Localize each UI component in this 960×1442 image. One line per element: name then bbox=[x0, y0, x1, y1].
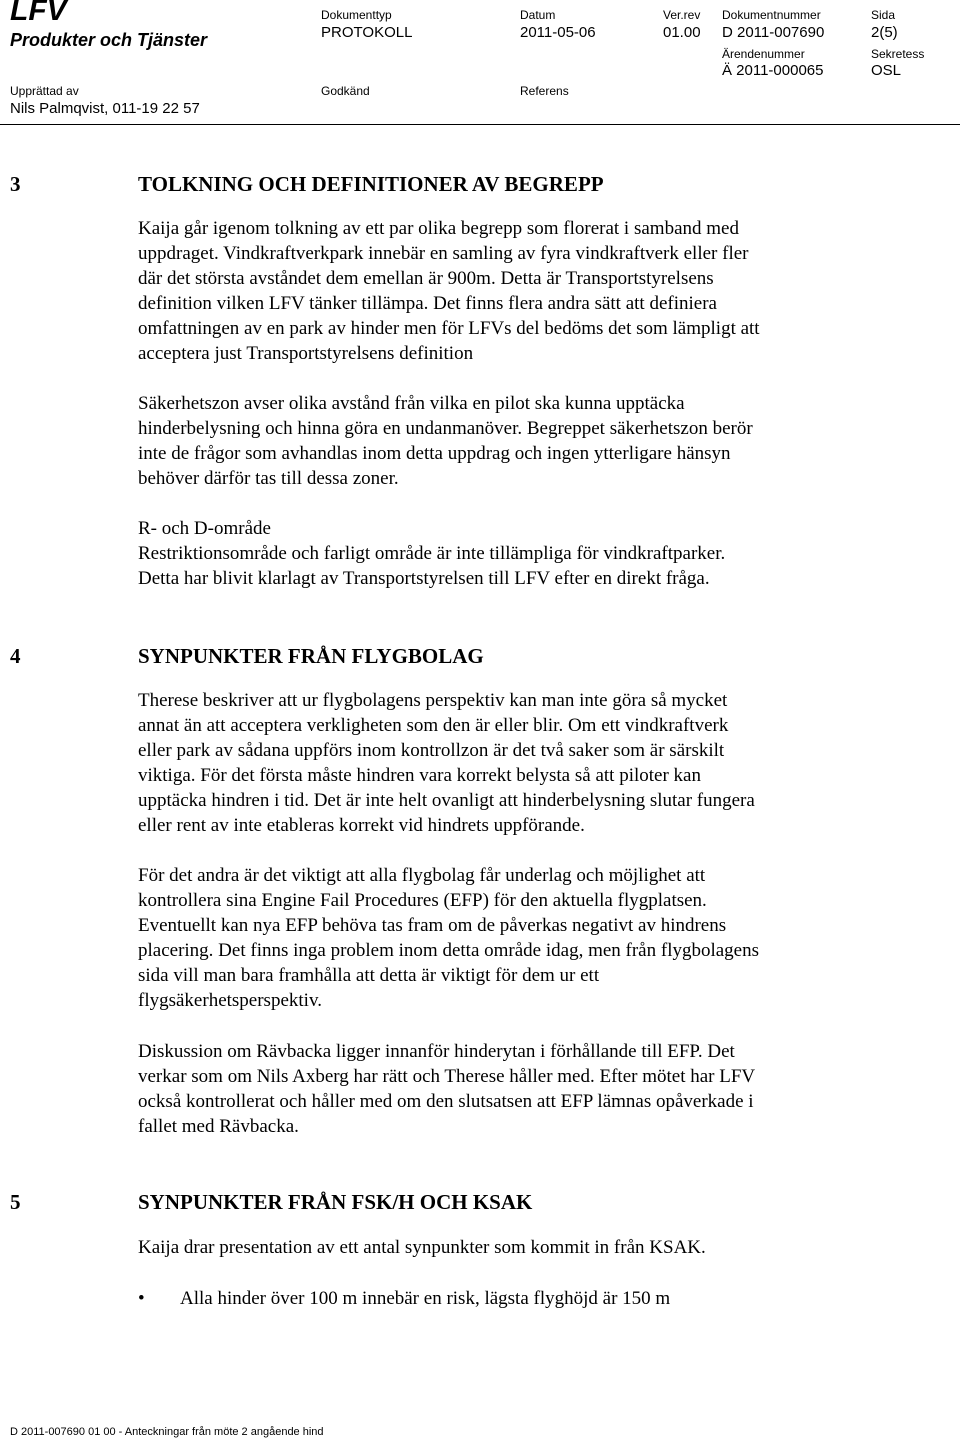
header-rule bbox=[0, 124, 960, 125]
case-label: Ärendenummer bbox=[722, 47, 805, 61]
date-label: Datum bbox=[520, 8, 556, 22]
text-line: hinderbelysning och hinna göra en undanmanöver. Begreppet säkerhetszon berör bbox=[138, 418, 753, 439]
paragraph bbox=[138, 391, 938, 491]
text-line: också kontrollerat och håller med om den slutsatsen att EFP lämnas opåverkade i bbox=[138, 1091, 754, 1112]
section-number: 4 bbox=[10, 644, 21, 668]
paragraph bbox=[138, 216, 938, 366]
text-line: Eventuellt kan nya EFP behöva tas fram om de påverkas negativt av hindrens bbox=[138, 915, 727, 936]
text-line: verkar som om Nils Axberg har rätt och Therese håller med. Efter mötet har LFV bbox=[138, 1066, 756, 1087]
text-line: omfattningen av en park av hinder men för LFVs del bedöms det som lämpligt att bbox=[138, 318, 760, 339]
text-line: upptäcka hindren i tid. Det är inte helt ovanligt att hinderbelysning slutar fungera bbox=[138, 790, 755, 811]
text-line: eller rent av inte etableras korrekt vid hindrets uppförande. bbox=[138, 815, 585, 836]
case-value: Ä 2011-000065 bbox=[722, 62, 824, 79]
doctype-label: Dokumenttyp bbox=[321, 8, 392, 22]
text-line: Kaija går igenom tolkning av ett par olika begrepp som florerat i samband med bbox=[138, 218, 739, 239]
page-value: 2(5) bbox=[871, 24, 898, 41]
text-line: R- och D-område bbox=[138, 518, 271, 539]
text-line: sida vill man bara framhålla att detta är viktigt för dem ur ett bbox=[138, 965, 600, 986]
rev-value: 01.00 bbox=[663, 24, 701, 41]
author-value: Nils Palmqvist, 011-19 22 57 bbox=[10, 100, 200, 117]
text-line: placering. Det finns inga problem inom detta område idag, men från flygbolagens bbox=[138, 940, 760, 961]
docnum-label: Dokumentnummer bbox=[722, 8, 821, 22]
docnum-value: D 2011-007690 bbox=[722, 24, 825, 41]
paragraph bbox=[138, 688, 938, 838]
author-label: Upprättad av bbox=[10, 84, 79, 98]
text-line: Kaija drar presentation av ett antal synpunkter som kommit in från KSAK. bbox=[138, 1237, 706, 1258]
text-line: Detta har blivit klarlagt av Transportstyrelsen till LFV efter en direkt fråga. bbox=[138, 568, 710, 589]
section-title: SYNPUNKTER FRÅN FSK/H OCH KSAK bbox=[138, 1190, 533, 1214]
page-footer: D 2011-007690 01 00 - Anteckningar från möte 2 angående hind bbox=[10, 1426, 324, 1438]
section-number: 3 bbox=[10, 172, 21, 196]
text-line: där det största avståndet dem emellan är 900m. Detta är Transportstyrelsens bbox=[138, 268, 714, 289]
reference-label: Referens bbox=[520, 84, 569, 98]
lfv-logo: LFV bbox=[10, 0, 67, 27]
approved-label: Godkänd bbox=[321, 84, 370, 98]
doctype-value: PROTOKOLL bbox=[321, 24, 413, 41]
text-line: viktiga. För det första måste hindren vara korrekt belysta så att piloter kan bbox=[138, 765, 701, 786]
text-line: kontrollera sina Engine Fail Procedures (EFP) för den aktuella flygplatsen. bbox=[138, 890, 707, 911]
text-line: inte de frågor som avhandlas inom detta uppdrag och ingen ytterligare hänsyn bbox=[138, 443, 731, 464]
paragraph bbox=[138, 1235, 938, 1260]
text-line: Diskussion om Rävbacka ligger innanför hinderytan i förhållande till EFP. Det bbox=[138, 1041, 735, 1062]
text-line: Säkerhetszon avser olika avstånd från vilka en pilot ska kunna upptäcka bbox=[138, 393, 685, 414]
secrecy-label: Sekretess bbox=[871, 47, 925, 61]
secrecy-value: OSL bbox=[871, 62, 902, 79]
text-line: För det andra är det viktigt att alla flygbolag får underlag och möjlighet att bbox=[138, 865, 706, 886]
paragraph bbox=[138, 516, 938, 591]
section-title: TOLKNING OCH DEFINITIONER AV BEGREPP bbox=[138, 172, 604, 196]
text-line: flygsäkerhetsperspektiv. bbox=[138, 990, 322, 1011]
text-line: uppdraget. Vindkraftverkpark innebär en samling av fyra vindkraftverk eller fler bbox=[138, 243, 749, 264]
section-number: 5 bbox=[10, 1190, 21, 1214]
text-line: behöver därför tas till dessa zoner. bbox=[138, 468, 399, 489]
bullet-icon: • bbox=[138, 1288, 145, 1309]
paragraph bbox=[138, 1039, 938, 1139]
date-value: 2011-05-06 bbox=[520, 24, 596, 41]
text-line: annat än att acceptera verkligheten som den är eller blir. Om ett vindkraftverk bbox=[138, 715, 729, 736]
page-label: Sida bbox=[871, 8, 896, 22]
company-name: Produkter och Tjänster bbox=[10, 30, 208, 50]
rev-label: Ver.rev bbox=[663, 8, 701, 22]
document-header bbox=[0, 0, 960, 126]
text-line: acceptera just Transportstyrelsens definition bbox=[138, 343, 474, 364]
text-line: Restriktionsområde och farligt område är inte tillämpliga för vindkraftparker. bbox=[138, 543, 726, 564]
paragraph bbox=[138, 863, 938, 1013]
section-title: SYNPUNKTER FRÅN FLYGBOLAG bbox=[138, 644, 484, 668]
list-item-text: Alla hinder över 100 m innebär en risk, lägsta flyghöjd är 150 m bbox=[180, 1288, 671, 1309]
text-line: fallet med Rävbacka. bbox=[138, 1116, 299, 1137]
text-line: Therese beskriver att ur flygbolagens perspektiv kan man inte göra så mycket bbox=[138, 690, 728, 711]
text-line: eller park av sådana uppförs inom kontrollzon är det två saker som är särskilt bbox=[138, 740, 725, 761]
text-line: definition vilken LFV tänker tillämpa. Det finns flera andra sätt att definiera bbox=[138, 293, 717, 314]
